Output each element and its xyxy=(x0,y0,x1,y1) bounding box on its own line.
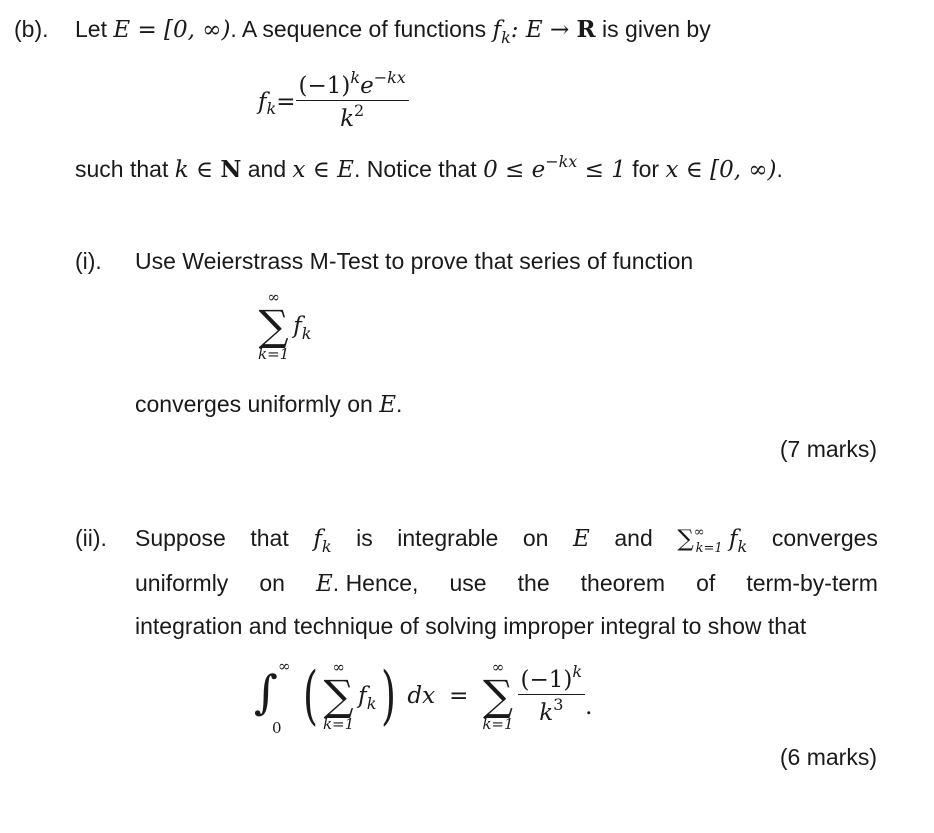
part-ii-line-1: Suppose that $f_k$ is integrable on E and $\sum^\infty_{k=1}$ $f_k$ converges xyxy=(135,525,878,556)
integral-icon: ∫ xyxy=(254,665,278,719)
part-ii-line-2: uniformly on E. Hence, use the theorem of term-by-term xyxy=(135,570,878,597)
right-summation-icon: ∑ xyxy=(482,671,513,720)
part-i-marks: (7 marks) xyxy=(779,436,877,462)
integral-identity-formula: ∫ ∞ 0 ( ∞ ∑ k=1 $f_k$ ) dx = ∞ ∑ k=1 $\frac{(-1)^k}{k^3}$ . xyxy=(254,657,593,737)
left-paren-icon: ( xyxy=(302,659,318,733)
inline-summation-icon: ∑ xyxy=(677,526,694,552)
part-ii-marks: (6 marks) xyxy=(779,744,877,770)
part-b-intro: Let E = [0, ∞). A sequence of functions $f_k$: E → R is given by xyxy=(75,16,711,47)
part-ii-line-3: integration and technique of solving improper integral to show that xyxy=(135,613,807,639)
summation-icon: ∑ xyxy=(258,301,289,350)
result-fraction: $\frac{(-1)^k}{k^3}$ xyxy=(518,668,586,725)
inner-summation-icon: ∑ xyxy=(323,671,354,720)
part-b-condition: such that k ∈ N and x ∈ E. Notice that $0 \le e^{-kx} \le 1$ for x ∈ [0, ∞). xyxy=(75,152,783,183)
part-i-conclusion: converges uniformly on E. xyxy=(135,391,403,418)
part-b-label: (b). xyxy=(14,16,49,42)
function-definition-formula: f k = $\frac{(-1)^ke^{-kx}}{k^2}$ xyxy=(258,74,409,131)
part-ii-label: (ii). xyxy=(75,525,107,551)
definition-fraction: $\frac{(-1)^ke^{-kx}}{k^2}$ xyxy=(296,74,409,131)
part-i-question: Use Weierstrass M-Test to prove that series of function xyxy=(135,248,694,274)
series-sum-formula: ∞ ∑ k=1 $f_k$ xyxy=(258,288,312,363)
set-E-definition: E = [0, ∞) xyxy=(113,17,231,43)
part-i-label: (i). xyxy=(75,248,102,274)
right-paren-icon: ) xyxy=(381,659,397,733)
